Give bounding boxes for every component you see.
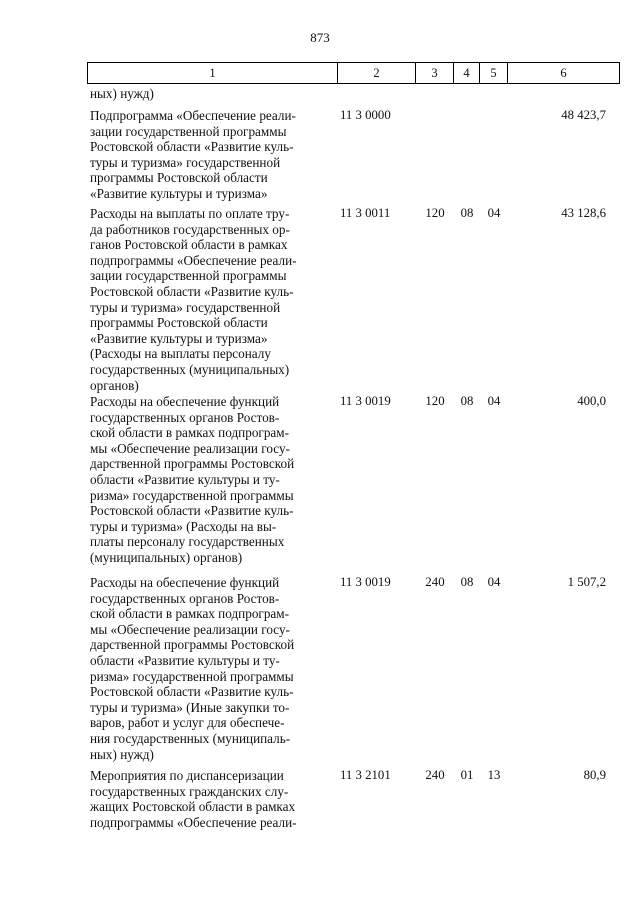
row-pr: 04 [487,206,501,220]
row-amount: 48 423,7 [561,108,606,122]
header-col-5: 5 [480,63,508,83]
row-pr: 04 [487,575,501,589]
row-vr: 120 [425,394,445,408]
row-description: Подпрограмма «Обеспечение реали- зации государственной программы Ростовской области «Развитие куль- туры и туризма» государственной программы Ростовской области «Развитие культуры и туризма» [90,108,296,201]
table-header [87,62,620,84]
header-col-1: 1 [88,63,338,83]
row-code: 11 3 0019 [340,394,391,408]
header-col-3: 3 [416,63,454,83]
header-col-4: 4 [454,63,480,83]
row-code: 11 3 2101 [340,768,391,782]
row-vr: 240 [425,575,445,589]
row-description: Мероприятия по диспансеризации государственных гражданских слу- жащих Ростовской области в рамках подпрограммы «Обеспечение реали- [90,768,297,830]
row-description: Расходы на обеспечение функций государственных органов Ростов- ской области в рамках подпрограм- мы «Обеспечение реализации госу- дарственной программы Ростовской области «Развитие культуры и ту- ризма» государственной программы Ростовской области «Развитие куль- туры и туризма» (Иные закупки то- варов, работ и услуг для обеспече- ния государственных (муниципаль- ных) нужд) [90,575,295,762]
row-code: 11 3 0019 [340,575,391,589]
header-col-2: 2 [338,63,416,83]
row-pr: 13 [487,768,501,782]
row-rz: 08 [460,394,474,408]
row-description: Расходы на обеспечение функций государственных органов Ростов- ской области в рамках подпрограм- мы «Обеспечение реализации госу- дарственной программы Ростовской области «Развитие культуры и ту- ризма» государственной программы Ростовской области «Развитие куль- туры и туризма» (Расходы на вы- платы персоналу государственных (муниципальных) органов) [90,394,295,565]
row-pr: 04 [487,394,501,408]
row-amount: 1 507,2 [567,575,606,589]
row-amount: 400,0 [577,394,606,408]
row-amount: 43 128,6 [561,206,606,220]
row-description: Расходы на выплаты по оплате тру- да работников государственных ор- ганов Ростовской области в рамках подпрограммы «Обеспечение реали- зации государственной программы Ростовской области «Развитие куль- туры и туризма» государственной программы Ростовской области «Развитие культуры и туризма» (Расходы на выплаты персоналу государственных (муниципальных) органов) [90,206,297,393]
header-col-6: 6 [560,66,567,80]
row-rz: 08 [460,575,474,589]
row-vr: 240 [425,768,445,782]
continuation-text: ных) нужд) [90,86,154,101]
row-rz: 08 [460,206,474,220]
row-code: 11 3 0000 [340,108,391,122]
row-amount: 80,9 [583,768,606,782]
page-number: 873 [310,30,330,45]
row-vr: 120 [425,206,445,220]
row-rz: 01 [460,768,474,782]
row-code: 11 3 0011 [340,206,391,220]
